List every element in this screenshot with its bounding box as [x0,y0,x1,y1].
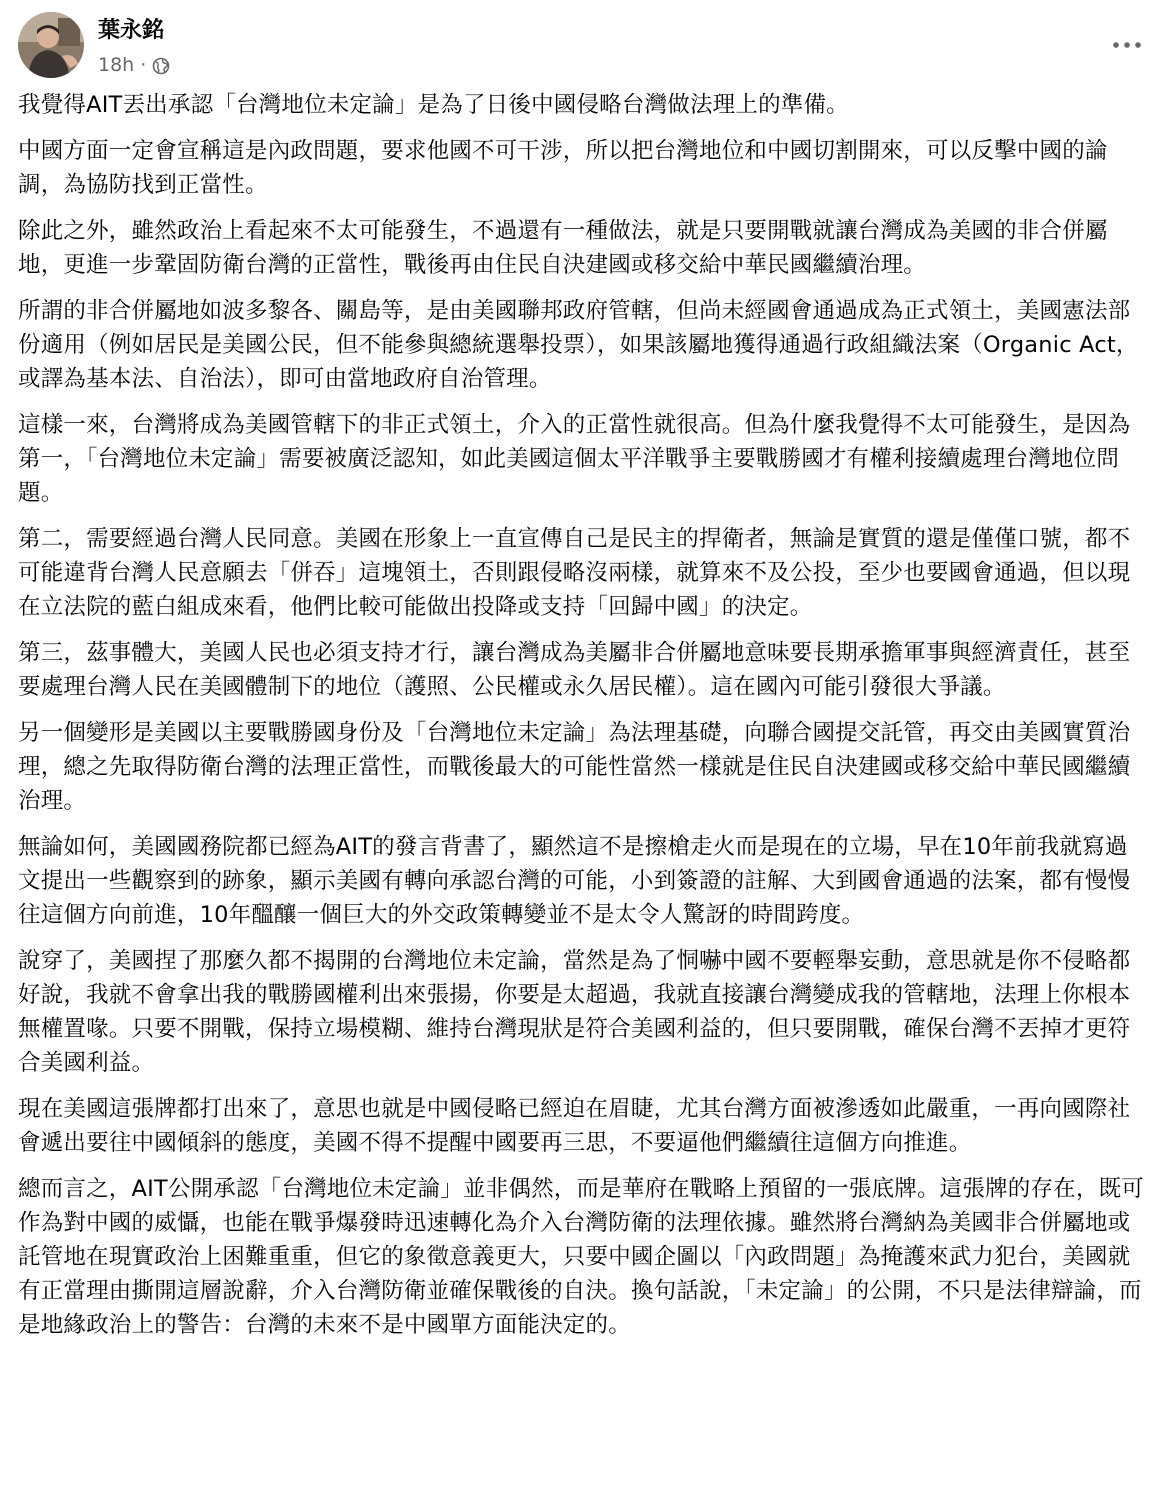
author-name[interactable]: 葉永銘 [98,18,165,43]
meta-separator: · [140,54,147,76]
post-paragraph: 無論如何，美國國務院都已經為AIT的發言背書了，顯然這不是擦槍走火而是現在的立場，早在10年前我就寫過文提出一些觀察到的跡象，顯示美國有轉向承認台灣的可能，小到簽證的註解、大到國會通過的法案，都有慢慢往這個方向前進，10年醞釀一個巨大的外交政策轉變並不是太令人驚訝的時間跨度。 [18,834,1131,928]
post-paragraph: 中國方面一定會宣稱這是內政問題，要求他國不可干涉，所以把台灣地位和中國切割開來，可以反擊中國的論調，為協防找到正當性。 [18,138,1108,198]
post-header [18,12,1147,82]
post-paragraph: 說穿了，美國捏了那麼久都不揭開的台灣地位未定論，當然是為了恫嚇中國不要輕舉妄動，意思就是你不侵略都好說，我就不會拿出我的戰勝國權利出來張揚，你要是太超過，我就直接讓台灣變成我的管轄地，法理上你根本無權置喙。只要不開戰，保持立場模糊、維持台灣現狀是符合美國利益的，但只要開戰，確保台灣不丟掉才更符合美國利益。 [18,948,1131,1076]
post-paragraph: 總而言之，AIT公開承認「台灣地位未定論」並非偶然，而是華府在戰略上預留的一張底牌。這張牌的存在，既可作為對中國的威懾，也能在戰爭爆發時迅速轉化為介入台灣防衛的法理依據。雖然將台灣納為美國非合併屬地或託管地在現實政治上困難重重，但它的象徵意義更大，只要中國企圖以「內政問題」為掩護來武力犯台，美國就有正當理由撕開這層說辭，介入台灣防衛並確保戰後的自決。換句話說，「未定論」的公開，不只是法律辯論，而是地緣政治上的警告：台灣的未來不是中國單方面能決定的。 [18,1176,1144,1338]
post-body [18,88,1150,1354]
post-paragraph: 另一個變形是美國以主要戰勝國身份及「台灣地位未定論」為法理基礎，向聯合國提交託管，再交由美國實質治理，總之先取得防衛台灣的法理正當性，而戰後最大的可能性當然一樣就是住民自決建國或移交給中華民國繼續治理。 [18,720,1131,814]
post-paragraph: 第二，需要經過台灣人民同意。美國在形象上一直宣傳自己是民主的捍衛者，無論是實質的還是僅僅口號，都不可能違背台灣人民意願去「併吞」這塊領土，否則跟侵略沒兩樣，就算來不及公投，至少也要國會通過，但以現在立法院的藍白組成來看，他們比較可能做出投降或支持「回歸中國」的決定。 [18,526,1131,620]
globe-icon [152,56,170,74]
author-avatar[interactable] [18,12,84,78]
post-paragraph: 現在美國這張牌都打出來了，意思也就是中國侵略已經迫在眉睫，尤其台灣方面被滲透如此嚴重，一再向國際社會遞出要往中國傾斜的態度，美國不得不提醒中國要再三思，不要逼他們繼續往這個方向推進。 [18,1096,1131,1156]
post-paragraph: 這樣一來，台灣將成為美國管轄下的非正式領土，介入的正當性就很高。但為什麼我覺得不太可能發生，是因為第一，「台灣地位未定論」需要被廣泛認知，如此美國這個太平洋戰爭主要戰勝國才有權利接續處理台灣地位問題。 [18,412,1131,506]
post-paragraph: 所謂的非合併屬地如波多黎各、關島等，是由美國聯邦政府管轄，但尚未經國會通過成為正式領土，美國憲法部份適用（例如居民是美國公民，但不能參與總統選舉投票），如果該屬地獲得通過行政組織法案（Organic Act，或譯為基本法、自治法），即可由當地政府自治管理。 [18,298,1139,392]
post-meta [98,52,170,78]
post-paragraph: 除此之外，雖然政治上看起來不太可能發生，不過還有一種做法，就是只要開戰就讓台灣成為美國的非合併屬地，更進一步鞏固防衛台灣的正當性，戰後再由住民自決建國或移交給中華民國繼續治理。 [18,218,1108,278]
post-paragraph: 我覺得AIT丟出承認「台灣地位未定論」是為了日後中國侵略台灣做法理上的準備。 [18,92,849,118]
more-options-icon[interactable] [1107,32,1147,58]
post-timestamp[interactable]: 18h [98,54,135,76]
post-paragraph: 第三，茲事體大，美國人民也必須支持才行，讓台灣成為美屬非合併屬地意味要長期承擔軍事與經濟責任，甚至要處理台灣人民在美國體制下的地位（護照、公民權或永久居民權）。這在國內可能引發很大爭議。 [18,640,1131,700]
